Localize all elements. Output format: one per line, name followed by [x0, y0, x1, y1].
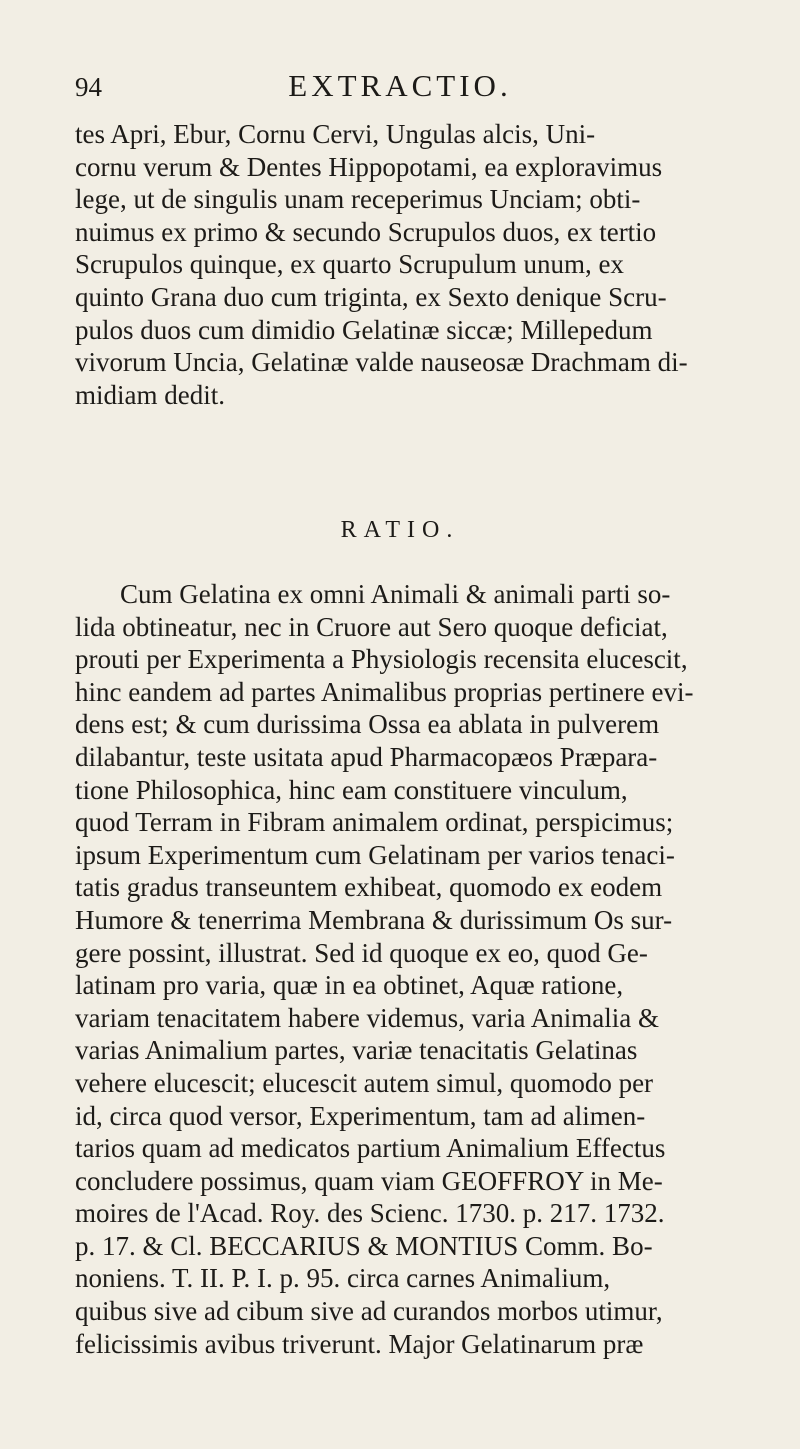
text-line: tes Apri, Ebur, Cornu Cervi, Ungulas alcis, Uni-: [75, 119, 596, 149]
text-line: variam tenacitatem habere videmus, varia Animalia &: [75, 1002, 660, 1033]
text-line: lida obtineatur, nec in Cruore aut Sero quoque deficiat,: [75, 611, 668, 642]
text-line: Humore & tenerrima Membrana & durissimum Os sur-: [75, 904, 673, 935]
paragraph-2: [75, 578, 790, 1360]
text-line: dens est; & cum durissima Ossa ea ablata in pulverem: [75, 709, 660, 740]
text-line: quod Terram in Fibram animalem ordinat, perspicimus;: [75, 807, 674, 838]
text-line: tarios quam ad medicatos partium Animalium Effectus: [75, 1133, 666, 1164]
text-line: moires de l'Acad. Roy. des Scienc. 1730. p. 217. 1732.: [75, 1198, 665, 1229]
text-line: dilabantur, teste usitata apud Pharmacopæos Præpara-: [75, 741, 658, 772]
text-line: id, circa quod versor, Experimentum, tam ad alimen-: [75, 1100, 646, 1131]
text-line: latinam pro varia, quæ in ea obtinet, Aquæ ratione,: [75, 970, 624, 1001]
text-line: gere possint, illustrat. Sed id quoque ex eo, quod Ge-: [75, 937, 648, 968]
text-line: vehere elucescit; elucescit autem simul, quomodo per: [75, 1067, 654, 1098]
text-line: pulos duos cum dimidio Gelatinæ siccæ; Millepedum: [75, 314, 653, 345]
text-line: Cum Gelatina ex omni Animali & animali parti so-: [120, 579, 671, 609]
text-line: concludere possimus, quam viam GEOFFROY in Me-: [75, 1165, 663, 1196]
running-head: EXTRACTIO.: [288, 68, 512, 103]
text-line: nuimus ex primo & secundo Scrupulos duos, ex tertio: [75, 216, 657, 247]
text-line: vivorum Uncia, Gelatinæ valde nauseosæ Drachmam di-: [75, 347, 688, 378]
text-line: quinto Grana duo cum triginta, ex Sexto denique Scru-: [75, 281, 667, 312]
text-line: ipsum Experimentum cum Gelatinam per varios tenaci-: [75, 839, 675, 870]
text-line: felicissimis avibus triverunt. Major Gelatinarum præ: [75, 1328, 644, 1359]
page-number: 94: [75, 72, 102, 102]
paragraph-1: [75, 118, 790, 411]
text-line: lege, ut de singulis unam receperimus Unciam; obti-: [75, 184, 641, 215]
text-line: prouti per Experimenta a Physiologis recensita elucescit,: [75, 644, 688, 675]
text-line: noniens. T. II. P. I. p. 95. circa carnes Animalium,: [75, 1263, 611, 1294]
text-line: p. 17. & Cl. BECCARIUS & MONTIUS Comm. Bo-: [75, 1230, 653, 1261]
text-line: hinc eandem ad partes Animalibus proprias pertinere evi-: [75, 676, 694, 707]
text-line: quibus sive ad cibum sive ad curandos morbos utimur,: [75, 1296, 663, 1327]
text-line: Scrupulos quinque, ex quarto Scrupulum unum, ex: [75, 249, 624, 280]
text-line: midiam dedit.: [75, 379, 225, 410]
text-line: cornu verum & Dentes Hippopotami, ea exploravimus: [75, 151, 663, 182]
text-line: tatis gradus transeuntem exhibeat, quomodo ex eodem: [75, 872, 663, 903]
page-header: [0, 68, 800, 108]
section-title: RATIO.: [340, 517, 460, 543]
text-line: tione Philosophica, hinc eam constituere vinculum,: [75, 774, 628, 805]
text-line: varias Animalium partes, variæ tenacitatis Gelatinas: [75, 1035, 638, 1066]
